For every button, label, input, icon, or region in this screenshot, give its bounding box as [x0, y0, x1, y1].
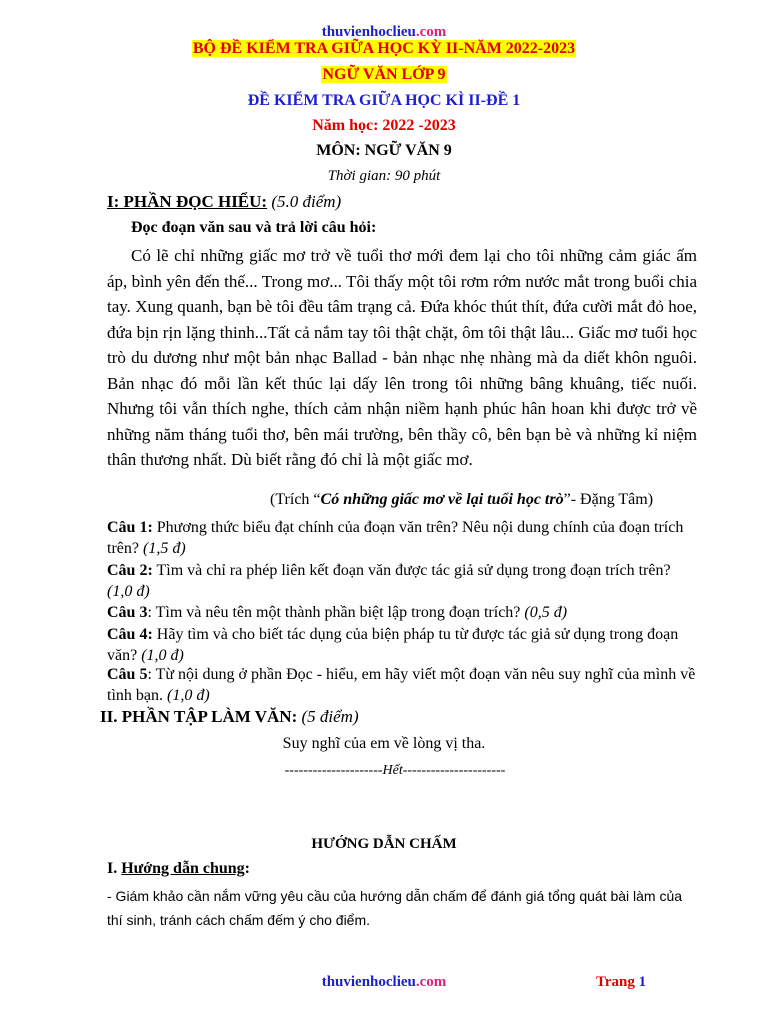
question-3: Câu 3: Tìm và nêu tên một thành phần biệt lập trong đoạn trích? (0,5 đ)	[107, 604, 568, 621]
site-name: thuvienhoclieu	[321, 24, 416, 40]
question-2: Câu 2: Tìm và chỉ ra phép liên kết đoạn văn được tác giả sử dụng trong đoạn trích trên? (1,0 đ)	[107, 562, 671, 600]
general-guide-heading: I. Hướng dẫn chung:	[107, 860, 250, 877]
essay-prompt: Suy nghĩ của em về lòng vị tha.	[282, 735, 486, 752]
exam-title: ĐỀ KIỂM TRA GIỮA HỌC KÌ II-ĐỀ 1	[247, 92, 521, 109]
footer-site[interactable]: thuvienhoclieu.com	[321, 974, 447, 990]
doc-title: BỘ ĐỀ KIỂM TRA GIỮA HỌC KỲ II-NĂM 2022-2023	[192, 40, 576, 57]
question-1: Câu 1: Phương thức biểu đạt chính của đoạn văn trên? Nêu nội dung chính của đoạn trích trên? (1,5 đ)	[107, 519, 684, 557]
section2-heading: II. PHẦN TẬP LÀM VĂN: (5 điểm)	[100, 707, 359, 726]
passage-citation: (Trích “Có những giấc mơ về lại tuổi học trò”- Đặng Tâm)	[270, 491, 654, 508]
end-marker: ---------------------Hết----------------------	[284, 763, 506, 778]
grading-guide-title: HƯỚNG DẪN CHẤM	[311, 836, 457, 852]
page-number: Trang 1	[596, 974, 647, 990]
reading-instruction: Đọc đoạn văn sau và trả lời câu hỏi:	[131, 219, 377, 236]
site-header[interactable]	[0, 24, 768, 41]
subject: MÔN: NGỮ VĂN 9	[316, 142, 452, 159]
reading-passage: Có lẽ chỉ những giấc mơ trở về tuổi thơ mới đem lại cho tôi những cảm giác ấm áp, bình yên đến thế... Trong mơ... Tôi thấy một tôi rơm rớm nước mắt trong buổi chia tay. Xung quanh, bạn bè tôi đều tâm trạng cả. Đứa khóc thút thít, đứa cười mắt đỏ hoe, đứa bịn rịn lặng thinh...Tất cả nắm tay tôi thật chặt, ôm tôi thật lâu... Giấc mơ tuổi học trò du dương như một bản nhạc Ballad - bản nhạc nhẹ nhàng mà da diết khôn nguôi. Bản nhạc đó mỗi lần kết thúc lại dấy lên trong tôi những bâng khuâng, tiếc nuối. Nhưng tôi vẫn thích nghe, thích cảm nhận niềm hạnh phúc hân hoan khi được trở về những năm tháng tuổi thơ, bên mái trường, bên thầy cô, bên bạn bè và những kỉ niệm thân thương nhất. Dù biết rằng đó chỉ là một giấc mơ.	[107, 246, 697, 469]
section1-heading: I: PHẦN ĐỌC HIỂU: (5.0 điểm)	[107, 192, 342, 211]
doc-grade: NGỮ VĂN LỚP 9	[322, 66, 446, 83]
exam-time: Thời gian: 90 phút	[327, 168, 441, 184]
question-4: Câu 4: Hãy tìm và cho biết tác dụng của biện pháp tu từ được tác giả sử dụng trong đoạn văn? (1,0 đ)	[107, 626, 679, 664]
school-year: Năm học: 2022 -2023	[312, 117, 456, 134]
question-5: Câu 5: Từ nội dung ở phần Đọc - hiểu, em hãy viết một đoạn văn nêu suy nghĩ của mình về tình bạn. (1,0 đ)	[107, 666, 696, 704]
site-domain: .com	[415, 24, 447, 40]
guide-bullet: - Giám khảo cần nắm vững yêu cầu của hướng dẫn chấm để đánh giá tổng quát bài làm của thí sinh, tránh cách chấm đếm ý cho điểm.	[107, 888, 683, 928]
